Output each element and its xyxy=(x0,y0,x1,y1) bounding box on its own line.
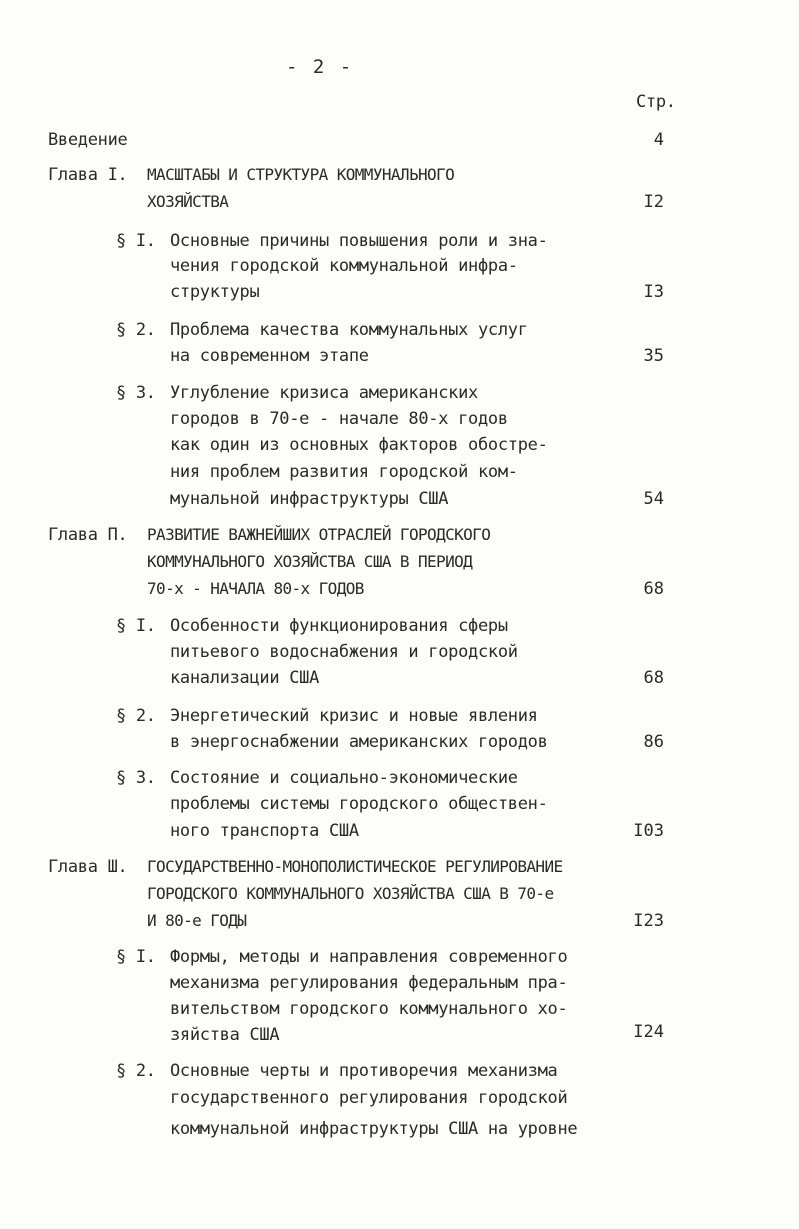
section-title-line: чения городской коммунальной инфра- xyxy=(170,256,518,276)
section-page: 54 xyxy=(643,489,664,509)
section-title-line: канализации США xyxy=(170,668,320,688)
section-title-line: вительством городского коммунального хо- xyxy=(170,999,568,1019)
section-title-line: механизма регулирования федеральным пра- xyxy=(170,973,568,993)
section-title-line: структуры xyxy=(170,282,260,302)
section-title-line: коммунальной инфраструктуры США на уровне xyxy=(170,1119,578,1139)
section-title-line: ного транспорта США xyxy=(170,821,359,841)
section-page: I24 xyxy=(633,1022,664,1042)
section-label: § 2. xyxy=(116,320,156,340)
section-title-line: Основные причины повышения роли и зна- xyxy=(170,231,548,251)
section-title-line: мунальной инфраструктуры США xyxy=(170,489,449,509)
chapter-1-title-line: ХОЗЯЙСТВА xyxy=(147,192,229,211)
section-label: § I. xyxy=(116,947,156,967)
chapter-2-title-line: РАЗВИТИЕ ВАЖНЕЙШИХ ОТРАСЛЕЙ ГОРОДСКОГО xyxy=(147,525,491,544)
chapter-3-page: I23 xyxy=(633,911,664,931)
chapter-3-label: Глава Ш. xyxy=(48,857,128,877)
section-label: § I. xyxy=(116,616,156,636)
toc-intro-title: Введение xyxy=(48,130,128,150)
chapter-1-title-line: МАСШТАБЫ И СТРУКТУРА КОММУНАЛЬНОГО xyxy=(147,165,455,184)
chapter-2-page: 68 xyxy=(643,579,664,599)
toc-intro-page: 4 xyxy=(653,130,664,150)
section-label: § 3. xyxy=(116,768,156,788)
section-page: I03 xyxy=(633,821,664,841)
section-title-line: Углубление кризиса американских xyxy=(170,383,478,403)
page-column-header: Стр. xyxy=(636,92,676,112)
section-title-line: питьевого водоснабжения и городской xyxy=(170,642,518,662)
page-number: - 2 - xyxy=(286,56,354,78)
chapter-3-title-line: ГОРОДСКОГО КОММУНАЛЬНОГО ХОЗЯЙСТВА США В 70-е xyxy=(147,884,554,903)
section-title-line: как один из основных факторов обостре- xyxy=(170,435,548,455)
section-label: § 3. xyxy=(116,383,156,403)
chapter-3-title-line: ГОСУДАРСТВЕННО-МОНОПОЛИСТИЧЕСКОЕ РЕГУЛИРОВАНИЕ xyxy=(147,857,563,876)
section-title-line: Особенности функционирования сферы xyxy=(170,616,508,636)
section-title-line: проблемы системы городского обществен- xyxy=(170,794,548,814)
section-title-line: Основные черты и противоречия механизма xyxy=(170,1061,558,1081)
section-title-line: ния проблем развития городской ком- xyxy=(170,462,518,482)
section-page: 35 xyxy=(643,346,664,366)
chapter-1-page: I2 xyxy=(643,192,664,212)
section-title-line: в энергоснабжении американских городов xyxy=(170,732,548,752)
section-page: 68 xyxy=(643,668,664,688)
section-title-line: городов в 70-е - начале 80-х годов xyxy=(170,409,508,429)
section-label: § 2. xyxy=(116,1061,156,1081)
section-page: 86 xyxy=(643,732,664,752)
chapter-1-label: Глава I. xyxy=(48,165,128,185)
section-title-line: Формы, методы и направления современного xyxy=(170,947,568,967)
section-page: I3 xyxy=(643,282,664,302)
section-title-line: Состояние и социально-экономические xyxy=(170,768,518,788)
chapter-3-title-line: И 80-е ГОДЫ xyxy=(147,911,247,930)
section-label: § 2. xyxy=(116,706,156,726)
section-title-line: Энергетический кризис и новые явления xyxy=(170,706,538,726)
chapter-2-label: Глава П. xyxy=(48,525,128,545)
section-title-line: зяйства США xyxy=(170,1025,280,1045)
chapter-2-title-line: 70-х - НАЧАЛА 80-х ГОДОВ xyxy=(147,579,364,598)
section-title-line: на современном этапе xyxy=(170,346,369,366)
chapter-2-title-line: КОММУНАЛЬНОГО ХОЗЯЙСТВА США В ПЕРИОД xyxy=(147,552,473,571)
section-title-line: государственного регулирования городской xyxy=(170,1088,568,1108)
section-label: § I. xyxy=(116,231,156,251)
section-title-line: Проблема качества коммунальных услуг xyxy=(170,320,528,340)
